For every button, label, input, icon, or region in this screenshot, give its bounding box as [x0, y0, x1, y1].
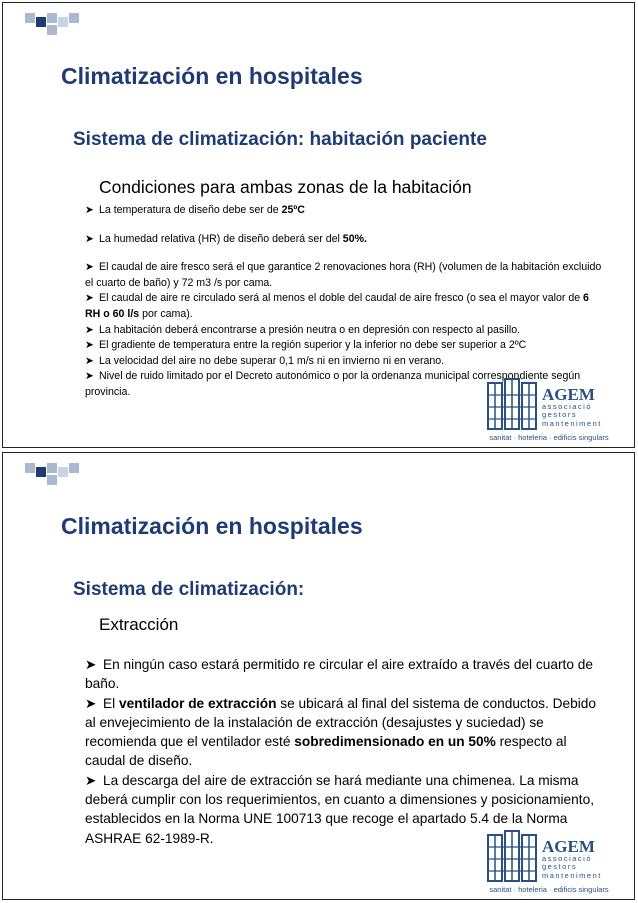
list-item: ➤ El caudal de aire fresco será el que garantice 2 renovaciones hora (RH) (volumen de la habitación excluido el cuarto de baño) y 72 m3 /s por cama.	[85, 261, 602, 289]
agem-building-icon	[486, 377, 538, 431]
corner-squares-icon	[25, 463, 85, 491]
logo-name: AGEM	[542, 385, 595, 404]
extraction-list	[85, 655, 605, 848]
list-item: ➤ El gradiente de temperatura entre la región superior y la inferior no debe ser superior a 2ºC	[85, 338, 605, 354]
arrow-bullet-icon: ➤	[85, 232, 94, 245]
agem-logo	[486, 373, 612, 447]
corner-squares-icon	[25, 13, 85, 41]
logo-footer: sanitat · hoteleria · edificis singulars	[489, 885, 609, 894]
arrow-bullet-icon: ➤	[85, 204, 94, 216]
section-heading: Condiciones para ambas zonas de la habitación	[99, 177, 472, 197]
subtitle: Sistema de climatización: habitación paciente	[73, 129, 487, 150]
arrow-bullet-icon: ➤	[85, 323, 94, 336]
arrow-bullet-icon: ➤	[85, 292, 94, 305]
conditions-list	[85, 203, 605, 401]
arrow-bullet-icon: ➤	[85, 339, 94, 352]
subtitle: Sistema de climatización:	[73, 579, 305, 600]
page-title: Climatización en hospitales	[61, 513, 363, 539]
section-heading: Extracción	[99, 615, 179, 634]
arrow-bullet-icon: ➤	[85, 772, 97, 788]
logo-footer: sanitat · hoteleria · edificis singulars	[489, 433, 609, 442]
list-item: ➤ La descarga del aire de extracción se hará mediante una chimenea. La misma deberá cumplir con los requerimientos, en cuanto a dimensiones y posicionamiento, establecidos en la Norma UNE 100713 que recoge el apartado 5.4 de la Norma ASHRAE 62-1989-R.	[85, 772, 594, 846]
arrow-bullet-icon: ➤	[85, 261, 94, 274]
slide-2	[2, 452, 635, 900]
list-item: ➤ La temperatura de diseño debe ser de 25ºC	[85, 203, 605, 219]
list-item: ➤ El caudal de aire re circulado será al menos el doble del caudal de aire fresco (o sea el mayor valor de 6 RH o 60 l/s por cama).	[85, 292, 589, 320]
list-item: ➤ La humedad relativa (HR) de diseño deberá ser del 50%.	[85, 232, 605, 248]
logo-name: AGEM	[542, 837, 595, 856]
list-item: ➤ La velocidad del aire no debe superar 0,1 m/s ni en invierno ni en verano.	[85, 354, 605, 370]
logo-subtitle: associació gestors manteniment	[542, 854, 602, 880]
page-title: Climatización en hospitales	[61, 63, 363, 89]
arrow-bullet-icon: ➤	[85, 657, 97, 672]
list-item: ➤ En ningún caso estará permitido re circular el aire extraído a través del cuarto de baño.	[85, 657, 593, 692]
agem-building-icon	[486, 829, 538, 883]
agem-logo	[486, 825, 612, 899]
list-item: ➤ El ventilador de extracción se ubicará al final del sistema de conductos. Debido al envejecimiento de la instalación de extracción (desajustes y suciedad) se recomienda que el ventilador esté sobredimensionado en un 50% respecto al caudal de diseño.	[85, 695, 597, 769]
slide-1	[2, 2, 635, 448]
arrow-bullet-icon: ➤	[85, 354, 94, 367]
logo-subtitle: associació gestors manteniment	[542, 402, 602, 428]
list-item: ➤ Nivel de ruido limitado por el Decreto autonómico o por la ordenanza municipal correspondiente según provincia.	[85, 370, 581, 398]
arrow-bullet-icon: ➤	[85, 695, 97, 711]
list-item: ➤ La habitación deberá encontrarse a presión neutra o en depresión con respecto al pasillo.	[85, 323, 605, 339]
arrow-bullet-icon: ➤	[85, 370, 94, 383]
